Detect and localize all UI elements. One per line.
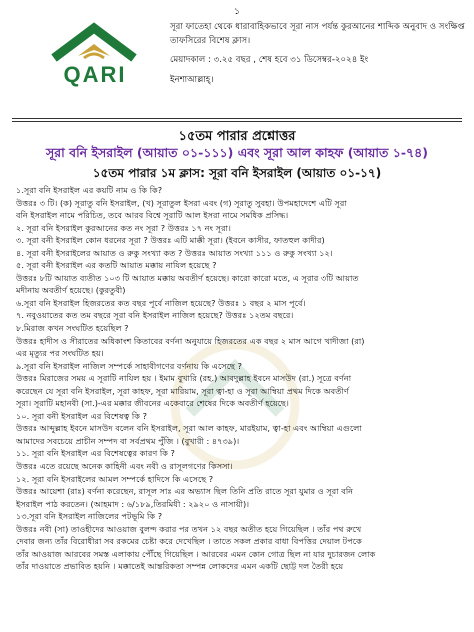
- qa-text-line: ৬.সূরা বনি ইসরাইল হিজরতের কত বছর পূর্বে নাজিল হয়েছে? উত্তরঃ ১ বছর ২ মাস পূর্বে।: [16, 297, 306, 308]
- qa-text-line: ১.সূরা বনি ইসরাইল এর কয়টি নাম ও কি কি?: [16, 185, 163, 195]
- qa-text-line: উত্তরঃ এতে রয়েছে অনেক কাহিনী এবং নবী ও রাসূলগণের কিসসা।: [16, 461, 233, 472]
- qa-text-line: ৩. সূরা বনী ইসরাইল কোন ধরনের সূরা ? উত্তরঃ এটি মাক্কী সূরা। (ইবনে কাসীর, ফাতহুল কাদীর): [16, 235, 325, 246]
- page-number: ১: [234, 7, 240, 17]
- qa-text-line: উত্তরঃ ৩ টি। (ক) সূরাতু বনি ইসরাইল, (খ) সূরাতুল ইসরা এবং (গ) সূরাতু সুবহা। উপমহাদেশে এটি সূরা: [16, 197, 347, 208]
- intro-duration: মেয়াদকাল : ৩.২৫ বছর , শেষ হবে ৩১ ডিসেম্বর-২০২৪ ইং: [170, 55, 369, 65]
- qa-text-line: করেছেন যে সূরা বনি ইসরাইল, সূরা কাহফ, সূরা মারিয়াম, সূরা ত্বা-হা ও সূরা আম্বিয়া প্রথম দিকে অবতীর্ণ: [16, 385, 349, 396]
- qa-text-line: ১২. সূরা বনি ইসরাইলের আমল সম্পর্কে হাদিসে কি এসেছে ?: [16, 473, 214, 484]
- qa-text-line: ১১. সূরা বনি ইসরাইল এর বিশেষত্বের কারণ কি ?: [16, 448, 175, 459]
- class-title: ১৫তম পারার ১ম ক্লাস: সূরা বনি ইসরাইল (আয়াত ০১-১৭): [92, 166, 382, 180]
- qa-text-line: উত্তরঃ হাদীস ও সীরাতের অধিকাংশ কিতাবের বর্ণনা অনুযায়ে হিজরতের এক বছর ২ মাস আগে খাদীজা (রা): [16, 335, 365, 346]
- qa-text-line: ইসরাইল পাঠ করতেন। (আহমাদ : ৬/১৮৯,তিরমিযী : ২৯২০ ও নাসায়ী)।: [16, 498, 250, 509]
- qa-text-line: উত্তরঃ মিরাজের সময় এ সূরাটি নাযিল হয় । ইমাম বুখারি (রহ.) আবদুল্লাহ ইবনে মাসউদ (রা.) সূত্রে বর্ণনা: [16, 373, 352, 384]
- qa-text-line: উত্তরঃ আয়েশা (রাঃ) বর্ণনা করেছেন, রাসূল সাঃ এর অভ্যাস ছিল তিনি প্রতি রাতে সূরা যুমার ও সূরা বনি: [16, 486, 354, 497]
- qa-text-line: ১৩.সূরা বনি ইসরাইল নাজিলের পটভূমি কি ?: [16, 511, 163, 522]
- qa-text-line: ৮.মিরাজ কখন সংঘটিত হয়েছিল ?: [16, 323, 129, 334]
- qa-text-line: ৯.সূরা বনি ইসরাইল নাজিল সম্পর্কে সাহাবীগণের বর্ণনায় কি এসেছে ?: [16, 360, 242, 371]
- section-title: ১৫তম পারার প্রশ্নোত্তর: [178, 129, 296, 144]
- qa-text-line: দেবার জন্য তাঁর বিরোধীরা সব রকমের চেষ্টা করে দেখেছিল । তাতে সকল প্রকার বাধা বিপত্তির দেয়াল টপকে: [16, 536, 362, 547]
- qa-text-line: ৫. সূরা বনী ইসরাইল এর কতটি আয়াত মক্কায় নাযিল হয়েছে ?: [16, 260, 217, 271]
- qa-text-line: সূরা। সূরাটি মহানবী (সা.)-এর মক্কার জীবনের একেবারে শেষের দিকে অবতীর্ণ হয়েছে।: [16, 398, 289, 409]
- qa-text-line: তাঁর দাওয়াতে প্রভাবিত হয়নি । মক্কাতেই আন্তরিকতা সম্পন্ন লোকদের এমন একটি ছোট্ট দল তৈরী হয়ে: [16, 561, 344, 572]
- intro-description: সূরা ফাতেহা থেকে ধারাবাহিকভাবে সূরা নাস পর্যন্ত কুরআনের শাব্দিক অনুবাদ ও সংক্ষিপ্ত তাফসিরের বিশেষ ক্লাস।: [170, 22, 465, 46]
- qa-text-line: ১০. সূরা বনী ইসরাইল এর বিশেষত্ব কি ?: [16, 410, 147, 421]
- qa-text-line: ২. সূরা বনি ইসরাইল কুরআনের কত নং সূরা ? উত্তরঃ ১৭ নং সূরা।: [16, 222, 231, 233]
- qa-text-line: ৭. নবুওয়াতের কত তম বছরে সূরা বনি ইসরাইল নাজিল হয়েছে? উত্তরঃ ১২তম বছরে।: [16, 310, 294, 321]
- qa-text-line: বনি ইসরাইল নামে পরিচিত, তবে আরব বিশ্বে সূরাটি আল ইসরা নামে সমধিক প্রসিদ্ধ।: [16, 210, 289, 221]
- course-intro: [170, 21, 470, 93]
- divider-top: [12, 118, 462, 119]
- logo-wordmark: QARI: [63, 62, 127, 87]
- qa-text-line: উত্তরঃ নবী (সা) তাওহীদের আওয়াজ বুলন্দ করার পর তখন ১২ বছর অতীত হয়ে গিয়েছিল । তাঁর পথ রুখে: [16, 523, 362, 534]
- qa-text-line: উত্তরঃ ৮টি আয়াত ব্যতীত ১০৩ টি আয়াত মক্কায় অবতীর্ণ হয়েছে। কারো কারো মতে, এ সূরার ৩টি আয়াত: [16, 272, 359, 283]
- intro-inshallah: ইনশাআল্লাহ্‌।: [170, 74, 214, 85]
- qa-text-line: এর মৃত্যুর পর সংঘটিত হয়।: [16, 348, 104, 359]
- qa-text-line: আমাদের সবচেয়ে প্রাচীন সম্পদ বা সর্বপ্রথম পুঁজি । (বুখারী : ৪৭৩৯)।: [16, 435, 240, 446]
- divider-bottom: [12, 121, 462, 122]
- qa-text-line: উত্তরঃ আব্দুল্লাহ ইবনে মাসউদ বলেন বনি ইসরাইল, সূরা আল কাহফ, মারইয়াম, ত্বা-হা এবং আম্বিয়া এগুলো: [16, 423, 362, 434]
- qa-body: [16, 184, 464, 573]
- qa-text-line: তাঁর আওয়াজ আরবের সমস্ত এলাকায় পৌঁছে গিয়েছিল । আরবের এমন কোন গোত্র ছিল না যার দুচারজন লোক: [16, 548, 376, 559]
- qa-text-line: মদীনায় অবতীর্ণ হয়েছে। (কুরতুবী): [16, 285, 126, 296]
- qa-text-line: ৪. সূরা বনী ইসরাইলের আয়াত ও রুকু সংখ্যা কত ? উত্তরঃ আয়াত সংখ্যা ১১১ ও রুকু সংখ্যা ১২।: [16, 247, 333, 258]
- surah-range-title: সূরা বনি ইসরাইল (আয়াত ০১-১১১) এবং সূরা আল কাহফ (আয়াত ১-৭৪): [46, 145, 428, 160]
